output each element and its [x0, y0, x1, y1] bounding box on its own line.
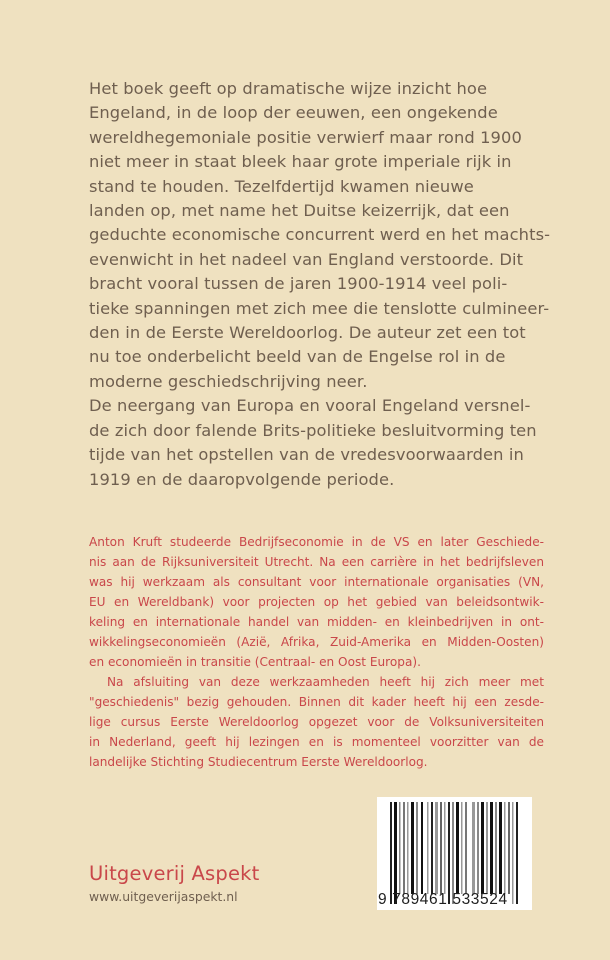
blurb-line: landen op, met name het Duitse keizerrijk, dat een — [89, 201, 510, 221]
blurb-line: geduchte economische concurrent werd en het machts- — [89, 225, 551, 245]
publisher-url: www.uitgeverijaspekt.nl — [89, 889, 238, 904]
bio-line: lige cursus Eerste Wereldoorlog opgezet voor de Volksuniversiteiten — [89, 715, 544, 729]
blurb-line: Engeland, in de loop der eeuwen, een ongekende — [89, 103, 498, 123]
bio-line: nis aan de Rijksuniversiteit Utrecht. Na een carrière in het bedrijfsleven — [89, 555, 544, 569]
blurb-line: tieke spanningen met zich mee die tenslotte culmineer- — [89, 298, 550, 318]
blurb-line: De neergang van Europa en vooral Engeland versnel- — [89, 396, 531, 416]
bio-line: was hij werkzaam als consultant voor internationale organisaties (VN, — [89, 575, 544, 589]
blurb-line: nu toe onderbelicht beeld van de Engelse rol in de — [89, 347, 506, 367]
author-bio — [89, 532, 544, 772]
blurb-line: bracht vooral tussen de jaren 1900-1914 veel poli- — [89, 274, 508, 294]
bio-line: EU en Wereldbank) voor projecten op het gebied van beleidsontwik- — [89, 595, 544, 609]
publisher-block — [89, 862, 260, 906]
isbn-barcode — [377, 797, 532, 910]
blurb-line: de zich door falende Brits-politieke besluitvorming ten — [89, 420, 537, 440]
blurb-line: 1919 en de daaropvolgende periode. — [89, 469, 395, 489]
bio-line: keling en internationale handel van midden- en kleinbedrijven in ont- — [89, 615, 544, 629]
blurb-line: Het boek geeft op dramatische wijze inzicht hoe — [89, 79, 488, 98]
blurb-line: den in de Eerste Wereldoorlog. De auteur zet een tot — [89, 323, 526, 343]
book-blurb — [89, 77, 549, 492]
blurb-line: moderne geschiedschrijving neer. — [89, 371, 368, 391]
blurb-line: tijde van het opstellen van de vredesvoorwaarden in — [89, 445, 524, 465]
blurb-line: stand te houden. Tezelfdertijd kwamen nieuwe — [89, 176, 474, 196]
bio-line: wikkelingseconomieën (Azië, Afrika, Zuid-Amerika en Midden-Oosten) — [89, 635, 544, 649]
bio-line: "geschiedenis" bezig gehouden. Binnen dit kader heeft hij een zesde- — [89, 695, 544, 709]
publisher-name: Uitgeverij Aspekt — [89, 862, 260, 885]
blurb-line: evenwicht in het nadeel van England verstoorde. Dit — [89, 249, 524, 269]
bio-line: Anton Kruft studeerde Bedrijfseconomie in de VS en later Geschiede- — [89, 535, 544, 549]
blurb-line: niet meer in staat bleek haar grote imperiale rijk in — [89, 152, 512, 172]
bio-line: en economieën in transitie (Centraal- en Oost Europa). — [89, 655, 421, 669]
bio-line: in Nederland, geeft hij lezingen en is momenteel voorzitter van de — [89, 735, 544, 749]
bio-line: Na afsluiting van deze werkzaamheden heeft hij zich meer met — [107, 675, 544, 689]
bio-line: landelijke Stichting Studiecentrum Eerste Wereldoorlog. — [89, 755, 428, 769]
blurb-line: wereldhegemoniale positie verwierf maar rond 1900 — [89, 127, 522, 147]
isbn-number: 9 789461 533524 — [378, 891, 508, 908]
